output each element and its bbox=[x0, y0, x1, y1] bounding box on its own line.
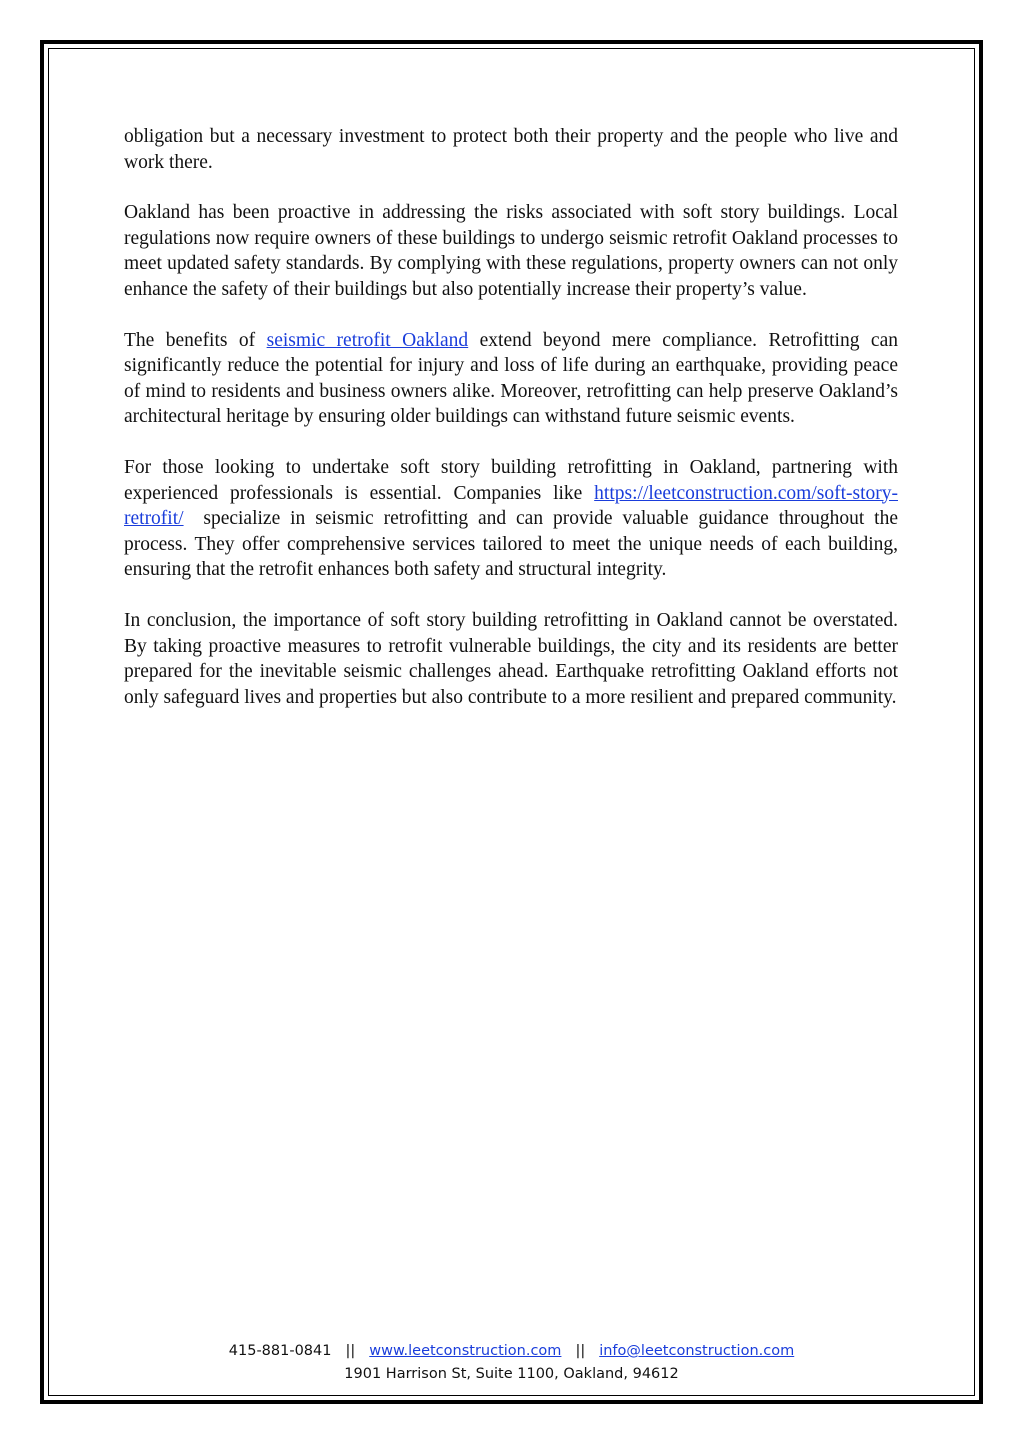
footer-separator: || bbox=[345, 1343, 356, 1359]
footer-contact-line bbox=[48, 1340, 975, 1363]
footer-separator: || bbox=[575, 1343, 586, 1359]
footer-website-link[interactable]: www.leetconstruction.com bbox=[369, 1343, 562, 1359]
footer-address: 1901 Harrison St, Suite 1100, Oakland, 94612 bbox=[344, 1366, 679, 1382]
paragraph-4-text-before: For those looking to undertake soft story building retrofitting in Oakland, partnering with experienced professionals is essential. Companies like bbox=[124, 456, 898, 504]
paragraph-2 bbox=[124, 200, 898, 302]
document-body bbox=[124, 124, 903, 735]
paragraph-3-text-after: extend beyond mere compliance. Retrofitting can significantly reduce the potential for injury and loss of life during an earthquake, providing peace of mind to residents and business owners alike. Moreover, retrofitting can help preserve Oakland’s architectural heritage by ensuring older buildings can withstand future seismic events. bbox=[124, 329, 898, 428]
paragraph-4 bbox=[124, 455, 903, 583]
seismic-retrofit-link[interactable]: seismic retrofit Oakland bbox=[266, 329, 469, 351]
paragraph-5-text: In conclusion, the importance of soft story building retrofitting in Oakland cannot be overstated. By taking proactive measures to retrofit vulnerable buildings, the city and its residents are better prepared for the inevitable seismic challenges ahead. Earthquake retrofitting Oakland efforts not only safeguard lives and properties but also contribute to a more resilient and prepared community. bbox=[124, 609, 898, 708]
footer-email-link[interactable]: info@leetconstruction.com bbox=[599, 1343, 795, 1359]
soft-story-retrofit-link[interactable]: https://leetconstruction.com/soft-story-retrofit/ bbox=[124, 482, 898, 530]
paragraph-2-text: Oakland has been proactive in addressing the risks associated with soft story buildings. Local regulations now require owners of these buildings to undergo seismic retrofit Oakland processes to meet updated safety standards. By complying with these regulations, property owners can not only enhance the safety of their buildings but also potentially increase their property’s value. bbox=[124, 202, 898, 300]
paragraph-3-text-before: The benefits of bbox=[124, 329, 267, 351]
footer bbox=[48, 1340, 975, 1386]
paragraph-5 bbox=[124, 608, 898, 710]
paragraph-1-text: obligation but a necessary investment to protect both their property and the people who live and work there. bbox=[124, 126, 898, 173]
paragraph-4-text-after: specialize in seismic retrofitting and can provide valuable guidance throughout the process. They offer comprehensive services tailored to meet the unique needs of each building, ensuring that the retrofit enhances both safety and structural integrity. bbox=[124, 508, 903, 581]
paragraph-1 bbox=[124, 124, 898, 175]
footer-phone: 415-881-0841 bbox=[228, 1343, 332, 1359]
paragraph-3 bbox=[124, 328, 898, 430]
